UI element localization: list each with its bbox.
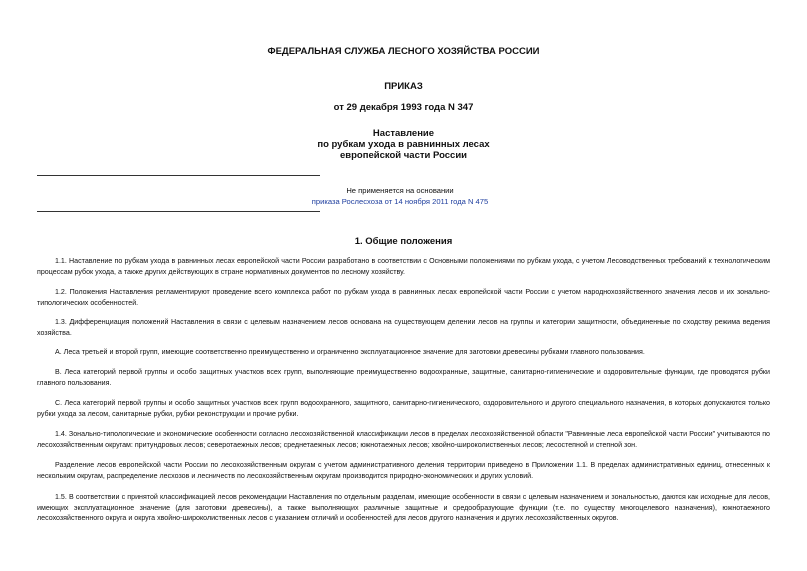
paragraph-1-4: 1.4. Зонально-типологические и экономические особенности согласно лесохозяйственной классификации лесов в пределах лесохозяйственной области "Равнинные леса европейской части России" учитываются по лесохозяйственным округам: притундровых лесов; северотаежных лесов; среднетаежных лесов; южнотаежных лесов; хвойно-широколиственных лесов; лесостепной и степной зон. bbox=[37, 430, 770, 449]
title-line-2: по рубкам ухода в равнинных лесах bbox=[317, 139, 490, 150]
paragraph-1-1: 1.1. Наставление по рубкам ухода в равнинных лесах европейской части России разработано в соответствии с Основными положениями по рубкам ухода, с учетом Лесоводственных требований к технологическим процессам рубок ухода, а также других действующих в стране нормативных документов по лесному хозяйству. bbox=[37, 257, 770, 276]
status-note-link-wrap bbox=[300, 197, 500, 207]
doc-date-heading: от 29 декабря 1993 года N 347 bbox=[333, 102, 474, 113]
agency-heading: ФЕДЕРАЛЬНАЯ СЛУЖБА ЛЕСНОГО ХОЗЯЙСТВА РОССИИ bbox=[267, 46, 540, 57]
divider-top bbox=[37, 175, 320, 176]
section-heading: 1. Общие положения bbox=[354, 236, 453, 247]
title-line-1: Наставление bbox=[372, 128, 435, 139]
paragraph-1-5: 1.5. В соответствии с принятой классификацией лесов рекомендации Наставления по отдельным разделам, имеющие особенности в связи с целевым назначением и зональностью, даются как исходные для лесов, имеющих эксплуатационное значение (для заготовки древесины), а также выполняющих различные защитные и средообразующие функции (т.е. по существу многоцелевого назначения), южнотаежного лесохозяйственного округа и округа хвойно-широколиственных лесов с указанием отличий и особенностей для лесов другого назначения и других лесохозяйственных округов. bbox=[37, 493, 770, 522]
divider-bottom bbox=[37, 211, 320, 212]
doc-type-heading: ПРИКАЗ bbox=[384, 81, 423, 92]
paragraph-c: С. Леса категорий первой группы и особо защитных участков всех групп водоохранного, защитного, санитарно-гигиенического, оздоровительного и другого специального назначения, в которых допускаются только рубки ухода за лесом, санитарные рубки, рубки реконструкции и прочие рубки. bbox=[37, 399, 770, 418]
paragraph-b: В. Леса категорий первой группы и особо защитных участков всех групп, выполняющие преимущественно водоохранные, защитные, санитарно-гигиенические и оздоровительные функции, где проводятся рубки главного пользования. bbox=[37, 368, 770, 387]
status-note-link[interactable]: приказа Рослесхоза от 14 ноября 2011 года N 475 bbox=[311, 197, 489, 206]
title-line-3: европейской части России bbox=[339, 150, 468, 161]
status-note-text: Не применяется на основании bbox=[346, 186, 454, 195]
paragraph-1-2: 1.2. Положения Наставления регламентируют проведение всего комплекса работ по рубкам ухода в равнинных лесах европейской части России с учетом народнохозяйственного значения лесов и их зонально-типологических особенностей. bbox=[37, 288, 770, 307]
paragraph-districts: Разделение лесов европейской части России по лесохозяйственным округам с учетом административного деления территории приведено в Приложении 1.1. В пределах административных единиц, отнесенных к нескольким округам, распределение лесхозов и лесничеств по лесохозяйственным округам производится природно-экономических и других условий. bbox=[37, 461, 770, 480]
paragraph-a: А. Леса третьей и второй групп, имеющие соответственно преимущественно и ограниченно эксплуатационное значение для заготовки древесины рубками главного пользования. bbox=[55, 348, 645, 356]
paragraph-1-3: 1.3. Дифференциация положений Наставления в связи с целевым назначением лесов основана на существующем делении лесов на группы и категории защитности, объединенные по сходству режима ведения хозяйства. bbox=[37, 318, 770, 337]
